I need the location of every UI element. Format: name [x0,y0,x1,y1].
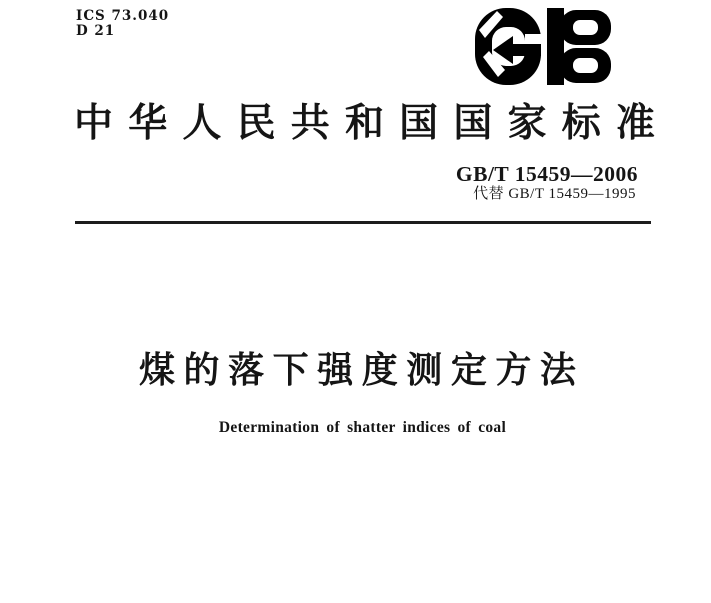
title-char: 国 [453,100,493,146]
title-char: 下 [272,350,309,391]
title-char: 度 [361,350,398,391]
title-char: 共 [290,100,330,146]
classification-block [76,9,169,39]
doc-class-code: D 21 [76,23,116,39]
document-title-english: Determination of shatter indices of coal [218,419,507,436]
title-char: 测 [406,350,443,391]
title-char: 中 [74,100,114,146]
title-char: 准 [615,100,655,146]
title-char: 强 [317,350,354,391]
masthead-divider [75,221,651,224]
gb-logo-icon [475,8,611,85]
national-standard-title [74,101,655,145]
title-char: 标 [561,100,601,146]
title-char: 法 [539,350,576,391]
title-char: 华 [128,100,168,146]
document-title-chinese [139,351,576,391]
title-char: 方 [495,350,532,391]
title-char: 落 [228,350,265,391]
title-char: 定 [450,350,487,391]
title-char: 家 [507,100,547,146]
title-char: 民 [236,100,276,146]
title-char: 国 [399,100,439,146]
replaces-note: 代替 GB/T 15459—1995 [473,186,636,202]
ics-code: ICS 73.040 [76,8,170,24]
title-char: 的 [183,350,220,391]
title-char: 人 [182,100,222,146]
title-char: 煤 [139,350,176,391]
title-char: 和 [344,100,384,146]
standard-number: GB/T 15459—2006 [455,162,638,186]
